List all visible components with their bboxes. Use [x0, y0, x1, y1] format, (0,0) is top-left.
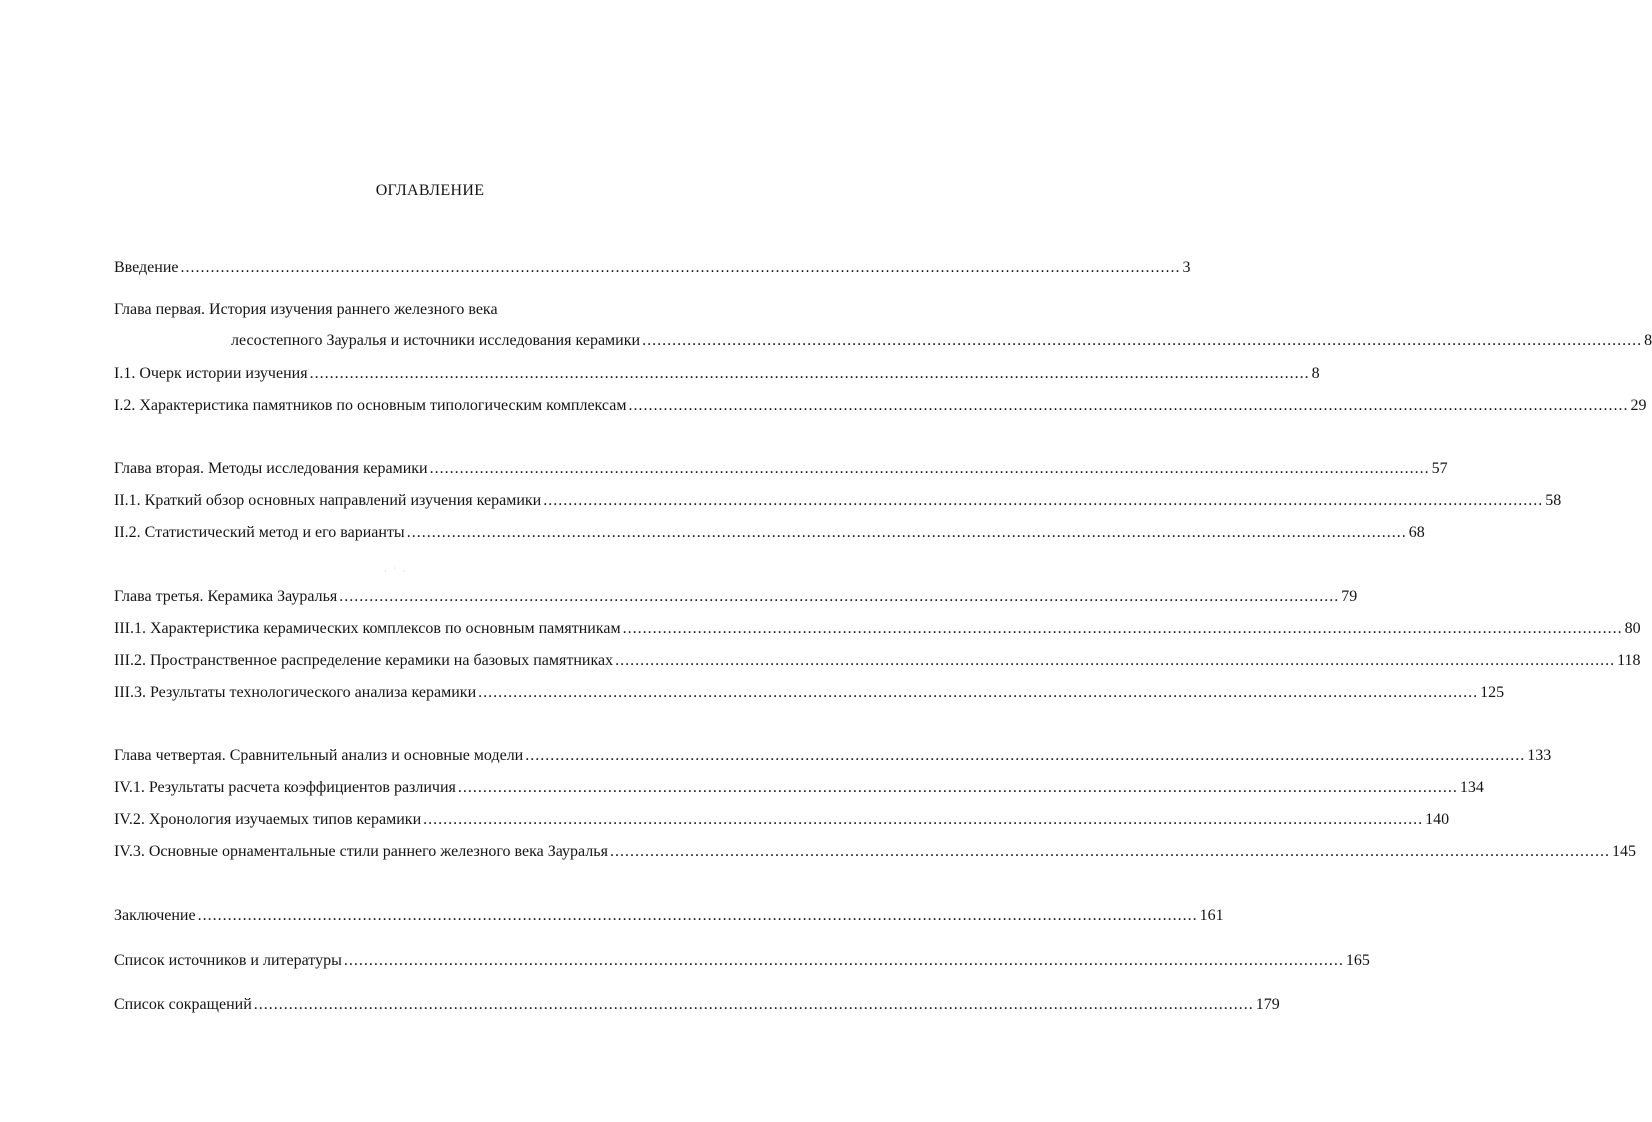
toc-entry-label: II.1. Краткий обзор основных направлений изучения керамики: [114, 492, 542, 509]
toc-entry-page: 145: [1611, 843, 1636, 860]
leader-dots: ........................................................................................................................................................................................................: [343, 952, 1344, 969]
leader-dots: ........................................................................................................................................................................................................: [180, 259, 1181, 276]
toc-entry-label: II.2. Статистический метод и его варианты: [114, 524, 405, 541]
leader-dots: ........................................................................................................................................................................................................: [642, 332, 1643, 349]
toc-entry-label: IV.3. Основные орнаментальные стили раннего железного века Зауралья: [114, 843, 608, 860]
leader-dots: ........................................................................................................................................................................................................: [615, 652, 1616, 669]
toc-entry-chapter-4: [114, 745, 1552, 767]
toc-entry-chapter-1-heading: [114, 299, 742, 321]
toc-entry-page: 134: [1459, 779, 1484, 796]
toc-entry-chapter-1-continuation: [231, 330, 1652, 352]
toc-entry-label: III.1. Характеристика керамических комплексов по основным памятникам: [114, 620, 621, 637]
toc-entry-label: Глава третья. Керамика Зауралья: [114, 588, 338, 605]
toc-entry-label: лесостепного Зауралья и источники исследования керамики: [231, 332, 641, 349]
leader-dots: ........................................................................................................................................................................................................: [253, 996, 1254, 1013]
leader-dots: ........................................................................................................................................................................................................: [197, 907, 1198, 924]
toc-entry-section-3-1: [114, 618, 1641, 640]
toc-entry-page: 80: [1624, 620, 1641, 637]
toc-entry-label: I.1. Очерк истории изучения: [114, 365, 308, 382]
toc-entry-page: 165: [1345, 952, 1370, 969]
leader-dots: ........................................................................................................................................................................................................: [628, 397, 1629, 414]
toc-entry-chapter-2: [114, 458, 1448, 480]
toc-entry-page: 68: [1408, 524, 1425, 541]
leader-dots: ........................................................................................................................................................................................................: [423, 811, 1424, 828]
toc-entry-page: 58: [1545, 492, 1562, 509]
toc-entry-introduction: [114, 257, 1191, 279]
leader-dots: ........................................................................................................................................................................................................: [543, 492, 1544, 509]
toc-entry-section-4-1: [114, 777, 1484, 799]
toc-entry-page: 161: [1199, 907, 1224, 924]
leader-dots: ........................................................................................................................................................................................................: [457, 779, 1458, 796]
toc-entry-label: Заключение: [114, 907, 196, 924]
leader-dots: ........................................................................................................................................................................................................: [309, 365, 1310, 382]
leader-dots: ........................................................................................................................................................................................................: [609, 843, 1610, 860]
toc-entry-chapter-3: [114, 586, 1358, 608]
toc-entry-abbreviations: [114, 994, 1280, 1016]
toc-entry-section-1-2: [114, 395, 1647, 417]
toc-entry-section-4-2: [114, 809, 1450, 831]
leader-dots: ........................................................................................................................................................................................................: [478, 684, 1479, 701]
page-title: ОГЛАВЛЕНИЕ: [375, 182, 485, 199]
toc-entry-label: I.2. Характеристика памятников по основным типологическим комплексам: [114, 397, 627, 414]
toc-entry-label: Введение: [114, 259, 179, 276]
toc-entry-section-4-3: [114, 841, 1636, 863]
toc-entry-page: 8: [1311, 365, 1320, 382]
toc-entry-bibliography: [114, 950, 1370, 972]
toc-entry-page: 125: [1480, 684, 1505, 701]
toc-entry-label: III.2. Пространственное распределение керамики на базовых памятниках: [114, 652, 614, 669]
toc-entry-conclusion: [114, 905, 1224, 927]
toc-entry-label: IV.2. Хронология изучаемых типов керамики: [114, 811, 422, 828]
toc-entry-section-3-2: [114, 650, 1641, 672]
toc-entry-page: 140: [1425, 811, 1450, 828]
toc-entry-label: Глава вторая. Методы исследования керамики: [114, 460, 428, 477]
toc-entry-page: 133: [1527, 747, 1552, 764]
leader-dots: ........................................................................................................................................................................................................: [339, 588, 1340, 605]
toc-entry-page: 57: [1431, 460, 1448, 477]
toc-entry-label: III.3. Результаты технологического анализа керамики: [114, 684, 477, 701]
leader-dots: ........................................................................................................................................................................................................: [622, 620, 1623, 637]
toc-entry-label: Список сокращений: [114, 996, 252, 1013]
toc-entry-label: Список источников и литературы: [114, 952, 342, 969]
toc-entry-label: Глава первая. История изучения раннего железного века: [114, 301, 498, 318]
toc-entry-label: IV.1. Результаты расчета коэффициентов различия: [114, 779, 456, 796]
toc-entry-page: 179: [1255, 996, 1280, 1013]
toc-entry-section-1-1: [114, 363, 1320, 385]
toc-entry-page: 3: [1182, 259, 1191, 276]
toc-entry-page: 79: [1341, 588, 1358, 605]
leader-dots: ........................................................................................................................................................................................................: [406, 524, 1407, 541]
scan-speck: · ˙ ·: [384, 566, 408, 576]
leader-dots: ........................................................................................................................................................................................................: [429, 460, 1430, 477]
toc-entry-page: 118: [1617, 652, 1641, 669]
toc-entry-section-2-2: [114, 522, 1425, 544]
toc-entry-page: 8: [1644, 332, 1652, 349]
leader-dots: ........................................................................................................................................................................................................: [525, 747, 1526, 764]
toc-entry-section-2-1: [114, 490, 1562, 512]
toc-entry-label: Глава четвертая. Сравнительный анализ и основные модели: [114, 747, 524, 764]
toc-entry-page: 29: [1630, 397, 1647, 414]
toc-entry-section-3-3: [114, 682, 1505, 704]
